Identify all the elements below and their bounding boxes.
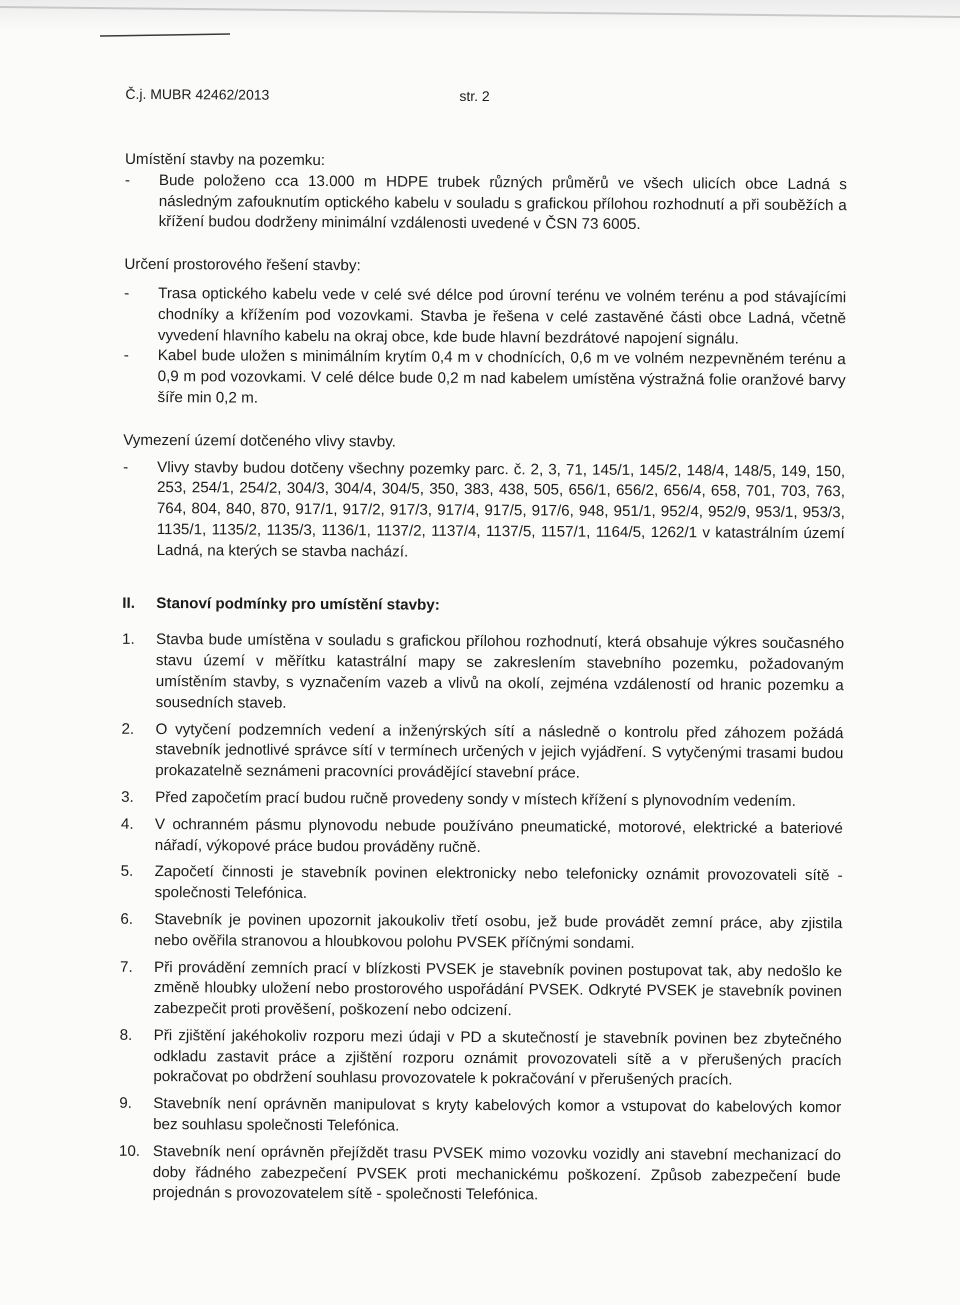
condition-item: [121, 719, 843, 786]
item-number: 3.: [121, 788, 134, 806]
item-number: 2.: [121, 720, 135, 738]
section-heading: Určení prostorového řešení stavby:: [124, 256, 361, 275]
bullet-dash: -: [124, 171, 130, 189]
section-umisteni: [125, 150, 847, 238]
item-text: Při zjištění jakéhokoliv rozporu mezi údaji v PD a skutečností je stavebník povinen bez zbytečného odkladu zastavit práce a zjištění rozporu oznámit provozovateli sítě a v přerušených pracích pokračovat po obdržení souhlasu provozovatele k pokračování v přerušených pracích.: [153, 1026, 842, 1090]
section-heading: Vymezení území dotčeného vlivy stavby.: [123, 431, 396, 451]
condition-item: [122, 630, 844, 718]
item-text: Stavba bude umístěna v souladu s grafickou přílohou rozhodnutí, která obsahuje výkres současného stavu území v měřítku katastrální mapy se zakreslením stavebního pozemku, požadovaným umístěním stavby, s vyznačením vazeb a vlivů na okolí, zejména vzdáleností od hranic pozemku a sousedních staveb.: [155, 631, 845, 712]
list-item: [124, 284, 846, 351]
item-number: 9.: [119, 1095, 132, 1113]
bullet-dash: -: [123, 458, 129, 476]
paragraph: Vlivy stavby budou dotčeny všechny pozemky parc. č. 2, 3, 71, 145/1, 145/2, 148/4, 148/5, 149, 150, 253, 254/1, 254/2, 304/3, 304/4, 304/5, 350, 383, 438, 505, 656/1, 656/2, 656/4, 658, 701, 703, 763, 764, 804, 840, 870, 917/1, 917/2, 917/3, 917/4, 917/5, 917/6, 948, 951/1, 952/4, 952/9, 953/1, 953/3, 1135/1, 1135/2, 1135/3, 1136/1, 1137/2, 1137/4, 1137/5, 1157/1, 1164/5, 1262/1 v katastrálním území Ladná, na kterých se stavba nachází.: [156, 458, 846, 561]
paragraph: Trasa optického kabelu vede v celé své délce pod úrovní terénu ve volném terénu a pod stávajícími chodníky a křížením pod vozovkami. Stavba je řešena v celé zastavěné části obce Ladná, včetně vyvedení hlavního kabelu na okraj obce, kde bude hlavní bezdrátové napojení signálu.: [157, 285, 847, 348]
section-vymezeni: [123, 431, 846, 566]
item-number: 10.: [118, 1142, 141, 1160]
section-heading: Umístění stavby na pozemku:: [124, 150, 326, 170]
condition-item: [120, 862, 842, 908]
item-number: 8.: [119, 1026, 133, 1044]
list-item: [123, 346, 845, 413]
item-text: O vytyčení podzemních vedení a inženýrských sítí a následně o kontrolu před záhozem požádá stavebník jednotlivé správce sítí v termínech určených v jejich vyjádření. S vytyčenými trasami budou prokazatelně seznámeni pracovníci provádějící stavební práce.: [155, 720, 844, 782]
item-number: 1.: [122, 631, 135, 649]
page-number: str. 2: [459, 87, 490, 105]
condition-item: [120, 957, 842, 1024]
condition-item: [119, 1142, 841, 1209]
item-number: 4.: [120, 815, 134, 833]
item-text: Stavebník je povinen upozornit jakoukoliv třetí osobu, jež bude provádět zemní práce, aby zjistila nebo ověřila stranovou a hloubkovou polohu PVSEK příčnými sondami.: [154, 910, 843, 952]
reference-number: Č.j. MUBR 42462/2013: [125, 85, 270, 103]
condition-item: [121, 815, 843, 861]
paragraph: Bude položeno cca 13.000 m HDPE trubek různých průměrů ve všech ulicích obce Ladná s následným zafouknutím optického kabelu v souladu s grafickou přílohou rozhodnutí a při souběžích a křížení budou dodrženy minimální vzdálenosti uvedené v ČSN 73 6005.: [158, 171, 847, 234]
item-number: 6.: [120, 910, 134, 928]
bullet-dash: -: [124, 284, 130, 302]
condition-item: [120, 910, 842, 956]
item-text: Stavebník není oprávněn manipulovat s kryty kabelových komor a vstupovat do kabelových komor bez souhlasu společnosti Telefónica.: [153, 1095, 842, 1135]
item-text: Započetí činnosti je stavebník povinen elektronicky nebo telefonicky oznámit provozovateli sítě - společnosti Telefónica.: [154, 863, 843, 903]
item-text: Při provádění zemních prací v blízkosti PVSEK je stavebník povinen postupovat tak, aby nedošlo ke změně hloubky uložení nebo prostorového uspořádání PVSEK. Odkryté PVSEK je stavebník povinen zabezpečit proti prověšení, poškození nebo odcizení.: [153, 958, 843, 1020]
section-title-text: Stanoví podmínky pro umístění stavby:: [156, 594, 440, 614]
condition-item: [121, 788, 843, 813]
section-number: II.: [122, 594, 136, 612]
item-number: 7.: [120, 958, 133, 976]
item-text: Stavebník není oprávněn přejíždět trasu PVSEK mimo vozovku vozidly ani stavební mechanizací do doby řádného zabezpečení PVSEK proti mechanickému poškození. Způsob zabezpečení bude projednán s provozovatelem sítě - společnosti Telefónica.: [152, 1142, 841, 1204]
bullet-dash: -: [123, 347, 129, 365]
item-text: Před započetím prací budou ručně provedeny sondy v místech křížení s plynovodním vedením.: [155, 788, 796, 810]
item-number: 5.: [120, 863, 134, 881]
section-urceni: [123, 255, 846, 413]
condition-item: [119, 1026, 841, 1093]
condition-item: [119, 1094, 841, 1140]
paragraph: Kabel bude uložen s minimálním krytím 0,4 m v chodnících, 0,6 m ve volném nezpevněném terénu a 0,9 m pod vozovkami. V celé délce bude 0,2 m nad kabelem umístěna výstražná folie oranžové barvy šíře min 0,2 m.: [157, 347, 846, 407]
list-item: [123, 457, 846, 565]
list-item: [125, 171, 847, 238]
section-ii-title: [122, 593, 844, 618]
document-body: [119, 150, 847, 1209]
item-text: V ochranném pásmu plynovodu nebude používáno pneumatické, motorové, elektrické a bateriové nářadí, výkopové práce budou prováděny ručně.: [154, 815, 843, 856]
conditions-list: [119, 630, 844, 1208]
